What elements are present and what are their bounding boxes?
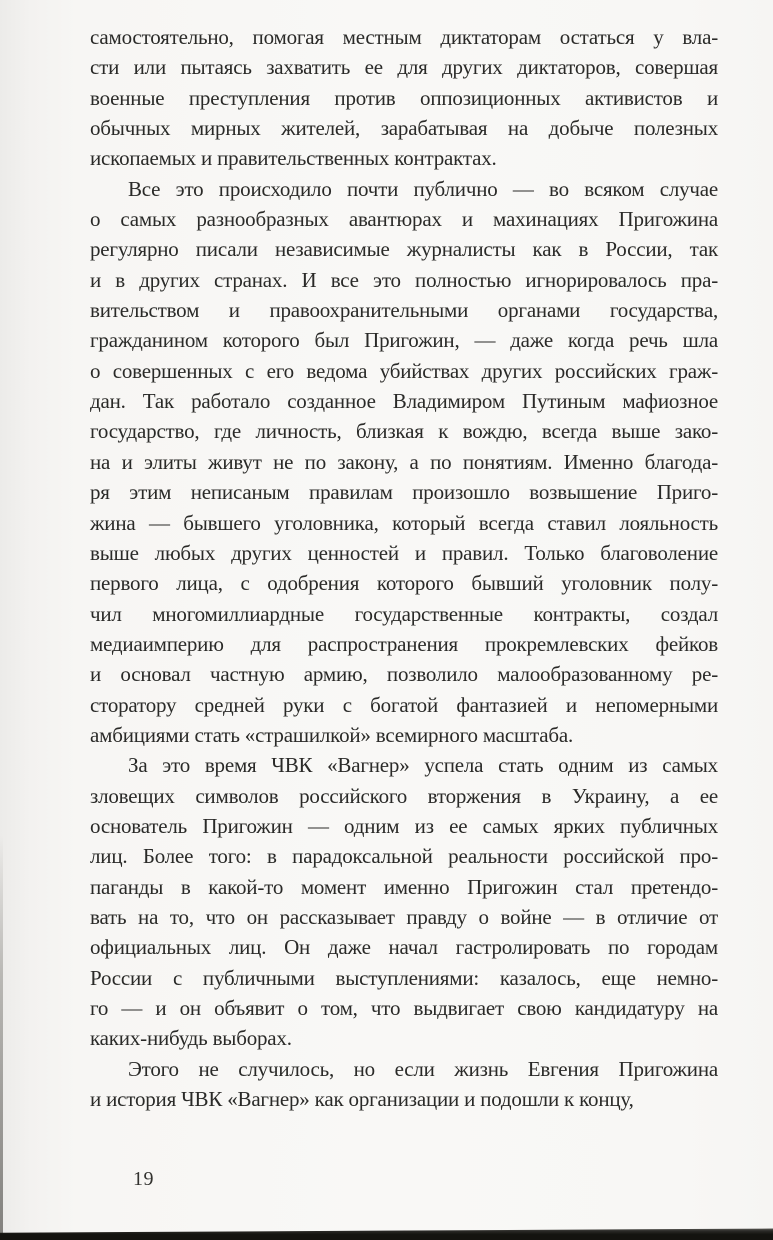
text-line: ископаемых и правительственных контрактах. [90,146,497,171]
text-line: паганды в какой-то момент именно Пригожин стал претендо- [90,874,718,899]
bottom-scan-edge [0,1226,773,1240]
text-line: сторатору средней руки с богатой фантазией и непомерными [90,692,718,717]
text-line: жина — бывшего уголовника, который всегда ставил лояльность [90,510,718,535]
text-line: на и элиты живут не по закону, а по понятиям. Именно благода- [90,449,718,474]
text-line: зловещих символов российского вторжения в Украину, а ее [90,783,718,808]
text-line: Этого не случилось, но если жизнь Евгения Пригожина [128,1056,718,1081]
text-line: гражданином которого был Пригожин, — даже когда речь шла [90,328,718,353]
text-line: военные преступления против оппозиционных активистов и [90,85,718,110]
text-line: основатель Пригожин — одним из ее самых ярких публичных [90,813,718,838]
text-line: Все это происходило почти публично — во всяком случае [128,176,718,201]
text-line: медиаимперию для распространения прокремлевских фейков [90,631,718,656]
text-line: официальных лиц. Он даже начал гастролировать по городам [90,935,718,960]
text-line: чил многомиллиардные государственные контракты, создал [90,601,718,626]
text-line: выше любых других ценностей и правил. Только благоволение [90,540,718,565]
paragraph [90,750,718,1053]
text-line: сти или пытаясь захватить ее для других диктаторов, совершая [90,55,718,80]
text-line: го — и он объявит о том, что выдвигает свою кандидатуру на [90,996,718,1020]
text-line: о самых разнообразных авантюрах и махинациях Пригожина [90,207,718,232]
text-block [90,22,718,1114]
text-line: первого лица, с одобрения которого бывший уголовник полу- [90,571,718,596]
paragraph [90,174,718,751]
text-line: За это время ЧВК «Вагнер» успела стать одним из самых [128,753,718,778]
paragraph [90,1054,718,1115]
text-line: государство, где личность, близкая к вождю, всегда выше зако- [90,419,718,444]
left-scan-edge [0,835,3,1234]
text-line: лиц. Более того: в парадоксальной реальности российской про- [90,844,718,869]
text-line: ря этим неписаным правилам произошло возвышение Приго- [90,480,718,505]
text-line: обычных мирных жителей, зарабатывая на добыче полезных [90,116,718,141]
text-line: самостоятельно, помогая местным диктаторам остаться у вла- [90,25,718,49]
text-line: и история ЧВК «Вагнер» как организации и подошли к концу, [90,1087,634,1112]
text-line: каких-нибудь выборах. [90,1026,292,1051]
text-line: о совершенных с его ведома убийствах других российских граж- [90,358,718,383]
text-line: вительством и правоохранительными органами государства, [90,298,718,323]
text-line: регулярно писали независимые журналисты как в России, так [90,237,718,262]
page-number: 19 [133,1168,154,1190]
text-line: и в других странах. И все это полностью игнорировалось пра- [90,267,718,292]
text-line: России с публичными выступлениями: казалось, еще немно- [90,965,718,990]
text-line: и основал частную армию, позволило малообразованному ре- [90,662,718,687]
paragraph [90,22,718,174]
text-line: дан. Так работало созданное Владимиром Путиным мафиозное [90,389,718,414]
text-line: амбициями стать «страшилкой» всемирного масштаба. [90,722,574,747]
text-line: вать на то, что он рассказывает правду о войне — в отличие от [90,904,718,929]
